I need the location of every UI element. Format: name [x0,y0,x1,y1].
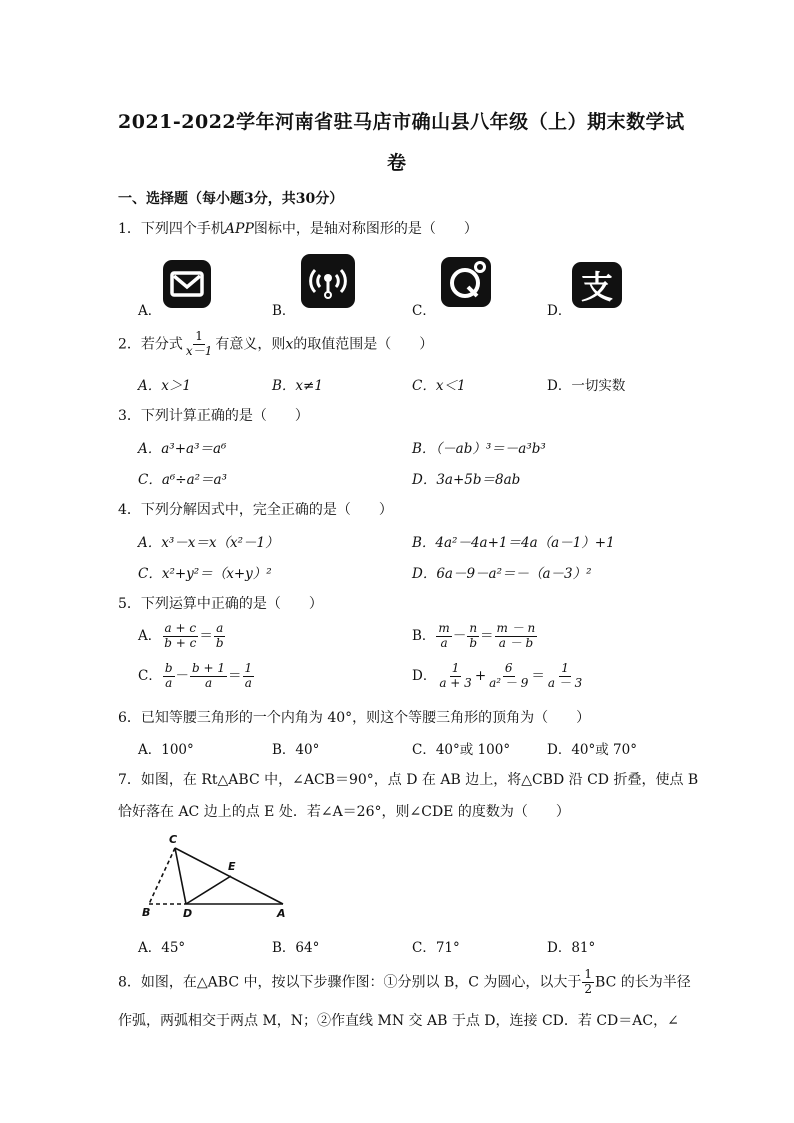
q5-option-d [412,662,585,691]
q5-d-n3: 1 [561,661,569,675]
q7-option-d: D．81° [547,940,596,956]
q5-b-op: － [452,627,467,644]
q2-text-post: 有意义，则 [215,336,286,353]
q6-option-a: A．100° [138,742,194,758]
q4-option-b: B．4a²－4a+1＝4a（a－1）+1 [412,535,615,551]
q5-b-n2: n [469,621,478,635]
q5-c-eq: ＝ [228,667,242,684]
q1-option-c: C． [412,303,436,319]
question-7-line1: 7．如图，在 Rt△ABC 中，∠ACB＝90°，点 D 在 AB 边上，将△CBD 沿 CD 折叠，使点 B [118,772,699,788]
q4-option-a: A．x³－x＝x（x²－1） [138,535,279,551]
q4-option-c: C．x²+y²＝（x+y）² [138,566,272,582]
q5-a-frac1 [162,622,198,651]
q5-d-label: D． [412,667,437,684]
question-5: 5．下列运算中正确的是（ ） [118,596,323,612]
q1-option-b: B． [272,303,296,319]
q7-figure-lines [149,848,283,904]
q5-b-d3: a － b [498,635,534,650]
q5-d-frac3 [546,662,584,691]
question-8-line1 [118,968,691,997]
page-title: 2021-2022学年河南省驻马店市确山县八年级（上）期末数学试 [118,111,685,133]
q5-d-frac1 [437,662,473,691]
question-4: 4．下列分解因式中，完全正确的是（ ） [118,502,393,518]
q8-half-den: 2 [584,981,593,996]
q7-option-c: C．71° [412,940,460,956]
question-6: 6．已知等腰三角形的一个内角为 40°，则这个等腰三角形的顶角为（ ） [118,710,591,726]
q5-option-c [138,662,255,691]
q5-a-frac2 [214,622,226,651]
q5-a-d1: b + c [164,635,197,650]
question-8-line2: 作弧，两弧相交于两点 M，N；②作直线 MN 交 AB 于点 D，连接 CD．若 CD＝AC，∠ [118,1013,679,1029]
q2-frac-num: 1 [195,329,203,343]
q5-c-n2: b + 1 [192,661,226,675]
q5-d-d2: a² － 9 [489,675,529,690]
q5-a-n2: a [216,621,224,635]
q5-d-d3: a － 3 [547,675,583,690]
q5-c-d3: a [244,675,252,690]
q5-b-label: B． [412,627,436,644]
q5-c-d2: a [204,675,213,690]
line-cb-dashed [149,848,175,904]
q5-b-frac1 [436,622,451,651]
q5-d-n2: 6 [504,661,513,675]
section-heading: 一、选择题（每小题3分，共30分） [118,191,344,207]
q5-c-frac2 [190,662,227,691]
question-2 [118,330,433,359]
question-3: 3．下列计算正确的是（ ） [118,408,309,424]
line-cd [175,848,186,904]
q2-text-pre: 2．若分式 [118,336,183,353]
q6-option-c: C．40°或 100° [412,742,511,758]
q3-option-d: D．3a+5b＝8ab [412,472,521,488]
q2-option-a: A．x＞1 [138,378,191,394]
q2-text-end: 的取值范围是（ ） [293,336,434,353]
q5-c-frac1 [163,662,175,691]
q8-line1-post: BC 的长为半径 [595,974,691,991]
q5-c-frac3 [243,662,255,691]
q4-option-d: D．6a－9－a²＝－（a－3）² [412,566,592,582]
zhi-pay-glyph: 支 [580,268,613,306]
q1-option-a: A． [138,303,162,319]
q5-c-n3: 1 [244,661,253,675]
q5-d-eq: ＝ [531,667,545,684]
line-de [186,876,231,904]
q3-option-b: B．（－ab）³＝－a³b³ [412,441,546,457]
q5-b-n3: m － n [496,621,536,635]
q7-triangle-figure [138,830,298,920]
q8-half-frac [582,968,594,997]
q5-d-d1: a + 3 [439,675,472,690]
wifi-signal-icon [301,254,355,308]
q5-b-d1: a [440,635,448,650]
q3-option-c: C．a⁶÷a²＝a³ [138,472,228,488]
q5-a-n1: a + c [164,621,197,635]
q1-text-post: 图标中，是轴对称图形的是（ ） [253,221,478,237]
q5-b-frac3 [495,622,538,651]
zhi-pay-icon [572,262,622,308]
q7-option-b: B．64° [272,940,320,956]
q5-c-d1: a [165,675,173,690]
line-ca [175,848,283,904]
q5-b-d2: b [469,635,478,650]
label-c: C [169,833,178,846]
q5-d-n1: 1 [451,661,460,675]
question-7-line2: 恰好落在 AC 边上的点 E 处．若∠A＝26°，则∠CDE 的度数为（ ） [118,804,570,820]
q2-fraction [184,330,214,359]
q2-option-c: C．x＜1 [412,378,466,394]
q5-c-n1: b [164,661,173,675]
q3-option-a: A．a³+a³＝a⁶ [138,441,227,457]
q5-b-n1: m [438,621,450,635]
q1-app: APP [224,221,254,237]
label-a: A [277,907,286,920]
q5-option-b [412,622,538,651]
q-chat-icon [441,257,491,307]
label-d: D [183,907,193,920]
q1-text-pre: 1．下列四个手机 [118,221,225,237]
q5-d-op: + [474,667,487,684]
label-e: E [228,860,236,873]
mail-icon [163,260,211,308]
q6-option-b: B．40° [272,742,320,758]
question-1 [118,218,478,238]
q5-a-d2: b [215,635,224,650]
q2-option-d: D．一切实数 [547,378,626,394]
q5-c-label: C． [138,667,162,684]
q5-a-eq: ＝ [199,627,213,644]
q2-var: x [285,336,294,353]
q2-frac-den: x－1 [185,343,213,358]
page-title-continued: 卷 [387,152,407,174]
q2-option-b: B．x≠1 [272,378,323,394]
q8-half-num: 1 [584,967,593,981]
q5-b-eq: ＝ [480,627,494,644]
q1-option-d: D． [547,303,572,319]
q5-d-frac2 [487,662,530,691]
label-b: B [142,906,151,919]
q6-option-d: D．40°或 70° [547,742,637,758]
q5-b-frac2 [467,622,479,651]
q7-option-a: A．45° [138,940,186,956]
q8-line1-pre: 8．如图，在△ABC 中，按以下步骤作图：①分别以 B，C 为圆心，以大于 [118,974,582,991]
q5-c-op: － [175,667,190,684]
q5-option-a [138,622,227,651]
q5-a-label: A． [138,627,162,644]
